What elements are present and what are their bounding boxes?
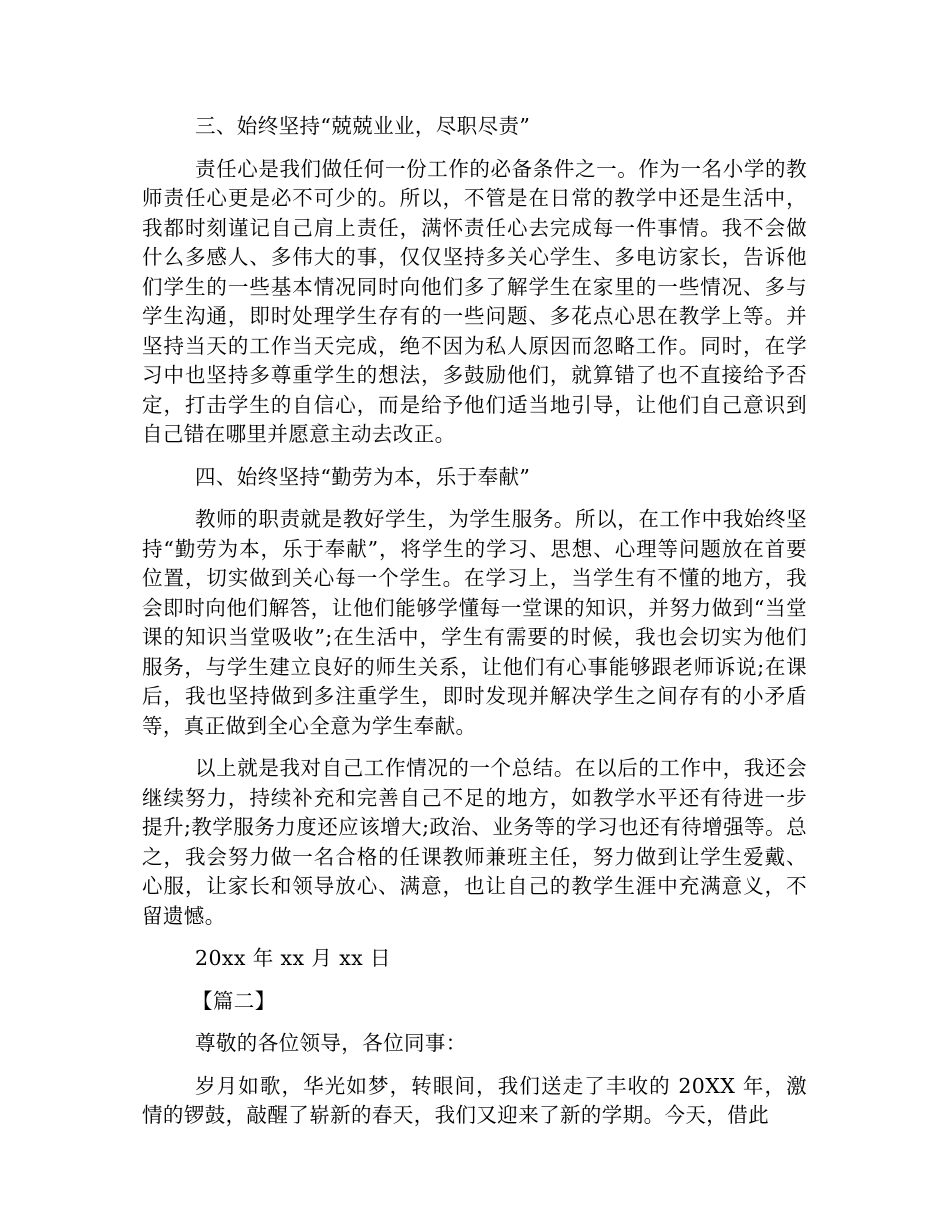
section-heading-3: 三、始终坚持“兢兢业业，尽职尽责” [195,114,531,138]
paragraph-duty: 教师的职责就是教好学生，为学生服务。所以，在工作中我始终坚持“勤劳为本，乐于奉献”，将学生的学习、思想、心理等问题放在首要位置，切实做到关心每一个学生。在学习上，当学生有不懂的地方，我会即时向他们解答，让他们能够学懂每一堂课的知识，并努力做到“当堂课的知识当堂吸收”;在生活中，学生有需要的时候，我也会切实为他们服务，与学生建立良好的师生关系，让他们有心事能够跟老师诉说;在课后，我也坚持做到多注重学生，即时发现并解决学生之间存有的小矛盾等，真正做到全心全意为学生奉献。 [142,507,807,738]
paragraph-summary: 以上就是我对自己工作情况的一个总结。在以后的工作中，我还会继续努力，持续补充和完善自己不足的地方，如教学水平还有待进一步提升;教学服务力度还应该增大;政治、业务等的学习也还有待增强等。总之，我会努力做一名合格的任课教师兼班主任，努力做到让学生爱戴、心服，让家长和领导放心、满意，也让自己的教学生涯中充满意义，不留遗憾。 [142,756,807,928]
document-date: 20xx 年 xx 月 xx 日 [195,946,391,970]
section-heading-4: 四、始终坚持“勤劳为本，乐于奉献” [195,464,531,489]
paragraph-responsibility: 责任心是我们做任何一份工作的必备条件之一。作为一名小学的教师责任心更是必不可少的。所以，不管是在日常的教学中还是生活中，我都时刻谨记自己肩上责任，满怀责任心去完成每一件事情。我不会做什么多感人、多伟大的事，仅仅坚持多关心学生、多电访家长，告诉他们学生的一些基本情况同时向他们多了解学生在家里的一些情况、多与学生沟通，即时处理学生存有的一些问题、多花点心思在教学上等。并坚持当天的工作当天完成，绝不因为私人原因而忽略工作。同时，在学习中也坚持多尊重学生的想法，多鼓励他们，就算错了也不直接给予否定，打击学生的自信心，而是给予他们适当地引导，让他们自己意识到自己错在哪里并愿意主动去改正。 [142,156,807,446]
paragraph-opening: 岁月如歌，华光如梦，转眼间，我们送走了丰收的 20XX 年，激情的锣鼓，敲醒了崭新的春天，我们又迎来了新的学期。今天，借此 [142,1073,807,1127]
document-page [142,112,807,1144]
salutation: 尊敬的各位领导，各位同事： [195,1031,467,1055]
part-two-label: 【篇二】 [192,988,276,1013]
